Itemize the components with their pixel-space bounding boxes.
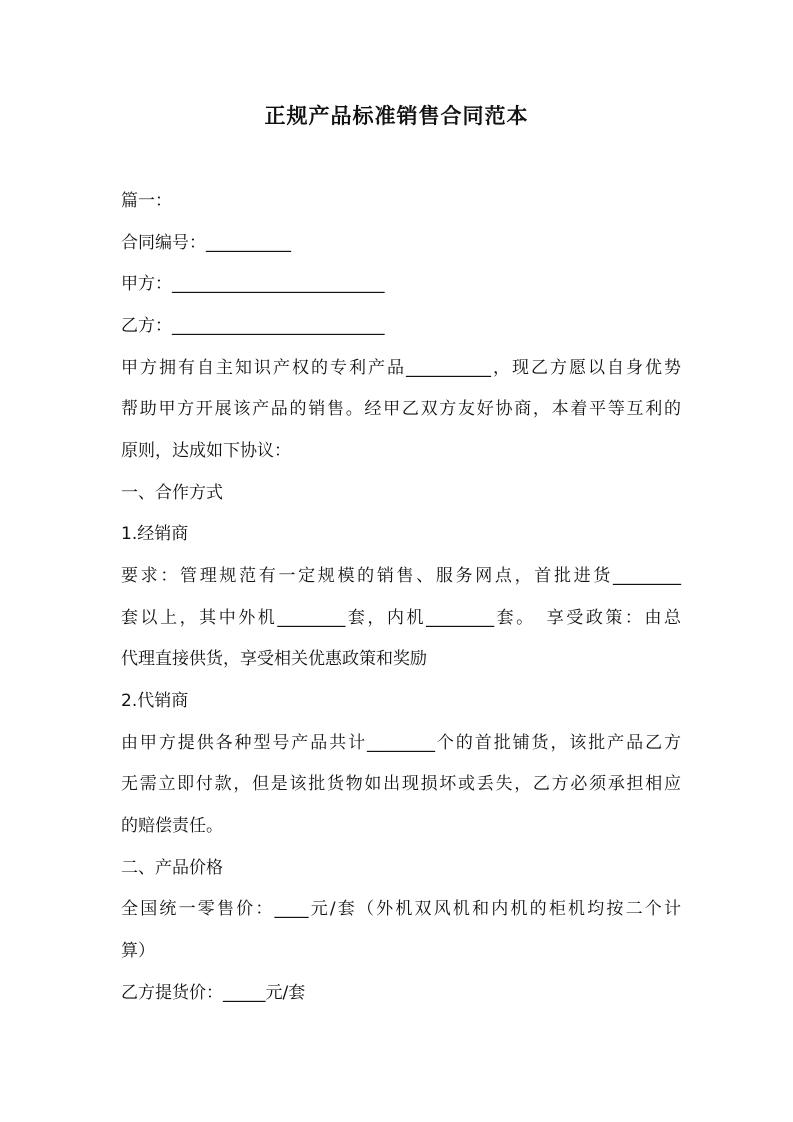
body-paragraph-line: 无需立即付款，但是该批货物如出现损坏或丢失，乙方必须承担相应 bbox=[121, 774, 681, 794]
body-paragraph-line: 的赔偿责任。 bbox=[121, 816, 223, 836]
body-paragraph-line: 帮助甲方开展该产品的销售。经甲乙双方友好协商，本着平等互利的 bbox=[121, 399, 681, 419]
body-paragraph-line: 甲方拥有自主知识产权的专利产品__________，现乙方愿以自身优势 bbox=[121, 358, 681, 378]
body-paragraph-line: 原则，达成如下协议： bbox=[121, 441, 291, 461]
subsection-heading-distributor: 1.经销商 bbox=[121, 524, 189, 544]
contract-number-field: 合同编号：__________ bbox=[121, 233, 291, 253]
body-paragraph-line: 代理直接供货，享受相关优惠政策和奖励 bbox=[121, 649, 427, 669]
party-a-field: 甲方：_________________________ bbox=[121, 274, 385, 294]
section-heading-price: 二、产品价格 bbox=[121, 858, 223, 878]
body-paragraph-line: 套以上，其中外机________套，内机________套。 享受政策：由总 bbox=[121, 608, 681, 628]
section-heading-cooperation: 一、合作方式 bbox=[121, 483, 223, 503]
pickup-price-line: 乙方提货价：_____元/套 bbox=[121, 983, 306, 1003]
body-paragraph-line: 由甲方提供各种型号产品共计________个的首批铺货，该批产品乙方 bbox=[121, 733, 681, 753]
party-b-field: 乙方：_________________________ bbox=[121, 316, 385, 336]
document-title: 正规产品标准销售合同范本 bbox=[264, 104, 529, 128]
body-paragraph-line: 要求：管理规范有一定规模的销售、服务网点，首批进货________ bbox=[121, 566, 681, 586]
retail-price-line: 全国统一零售价：____元/套（外机双风机和内机的柜机均按二个计 bbox=[121, 899, 681, 919]
retail-price-line-continued: 算） bbox=[121, 941, 155, 961]
subsection-heading-consignee: 2.代销商 bbox=[121, 691, 189, 711]
section-heading-part-one: 篇一： bbox=[121, 191, 172, 211]
